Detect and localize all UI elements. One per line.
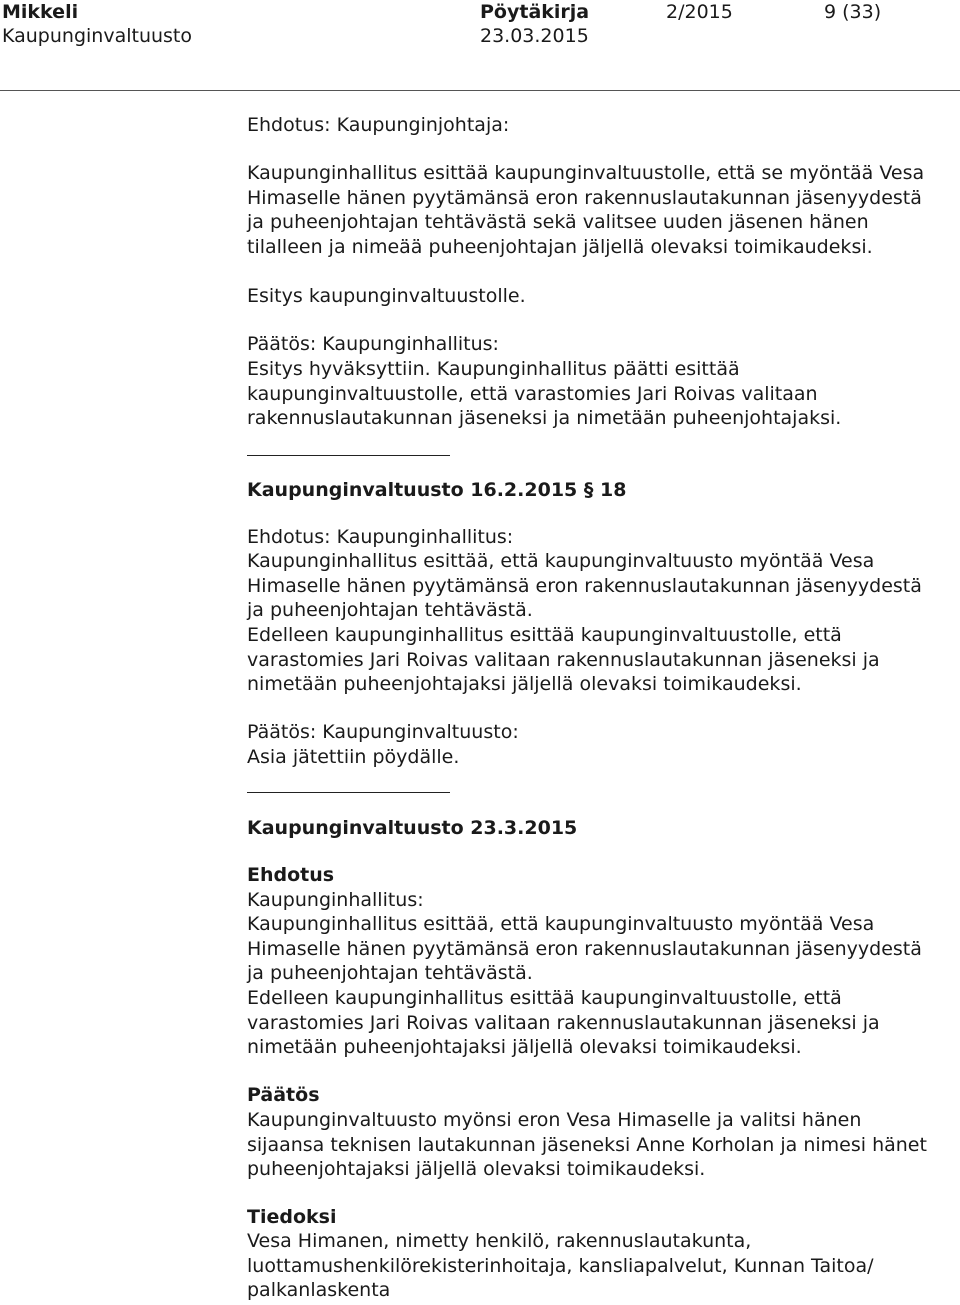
section2-decision-heading: Päätös: Kaupunginvaltuusto: — [247, 721, 519, 743]
section3-notify-label: Tiedoksi — [247, 1206, 337, 1228]
page-header — [0, 0, 960, 92]
separator-line — [247, 792, 450, 793]
section2-proposal-text-1: Kaupunginhallitus esittää, että kaupunginvaltuusto myöntää Vesa Himaselle hänen pyytämänsä eron rakennuslautakunnan jäsenyydestä ja puheenjohtajan tehtävästä. — [247, 550, 922, 621]
section2-heading: Kaupunginvaltuusto 16.2.2015 § 18 — [247, 479, 627, 501]
section3-decision-label: Päätös — [247, 1084, 320, 1106]
minutes-number: 2/2015 — [666, 1, 733, 23]
section2-decision-text: Asia jätettiin pöydälle. — [247, 746, 460, 768]
header-divider — [0, 90, 960, 91]
municipality-name: Mikkeli — [2, 1, 79, 23]
meeting-date: 23.03.2015 — [480, 25, 589, 47]
section1-proposal-tail: Esitys kaupunginvaltuustolle. — [247, 285, 526, 307]
page-number: 9 (33) — [824, 1, 882, 23]
body-name: Kaupunginvaltuusto — [2, 25, 193, 47]
section3-decision-text: Kaupunginvaltuusto myönsi eron Vesa Himaselle ja valitsi hänen sijaansa teknisen lautakunnan jäseneksi Anne Korholan ja nimesi hänet puheenjohtajaksi jäljellä olevaksi toimikaudeksi. — [247, 1109, 927, 1180]
separator-line — [247, 455, 450, 456]
section3-heading: Kaupunginvaltuusto 23.3.2015 — [247, 817, 578, 839]
section2-proposal-heading: Ehdotus: Kaupunginhallitus: — [247, 526, 514, 548]
section3-proposal-text-1: Kaupunginhallitus esittää, että kaupunginvaltuusto myöntää Vesa Himaselle hänen pyytämänsä eron rakennuslautakunnan jäsenyydestä ja puheenjohtajan tehtävästä. — [247, 913, 922, 984]
section2-proposal-text-2: Edelleen kaupunginhallitus esittää kaupunginvaltuustolle, että varastomies Jari Roivas valitaan rakennuslautakunnan jäseneksi ja nimetään puheenjohtajaksi jäljellä olevaksi toimikaudeksi. — [247, 624, 880, 695]
section1-proposal-heading: Ehdotus: Kaupunginjohtaja: — [247, 114, 510, 136]
document-type: Pöytäkirja — [480, 1, 590, 23]
section1-decision-heading: Päätös: Kaupunginhallitus: — [247, 333, 499, 355]
section3-proposal-label: Ehdotus — [247, 864, 335, 886]
section1-decision-text: Esitys hyväksyttiin. Kaupunginhallitus päätti esittää kaupunginvaltuustolle, että varastomies Jari Roivas valitaan rakennuslautakunnan jäseneksi ja nimetään puheenjohtajaksi. — [247, 358, 842, 429]
section3-proposal-text-2: Edelleen kaupunginhallitus esittää kaupunginvaltuustolle, että varastomies Jari Roivas valitaan rakennuslautakunnan jäseneksi ja nimetään puheenjohtajaksi jäljellä olevaksi toimikaudeksi. — [247, 987, 880, 1058]
section3-notify-text: Vesa Himanen, nimetty henkilö, rakennuslautakunta, luottamushenkilörekisterinhoitaja, kansliapalvelut, Kunnan Taitoa/ palkanlaskenta — [247, 1230, 874, 1301]
section3-proposal-by: Kaupunginhallitus: — [247, 889, 424, 911]
section1-proposal-text: Kaupunginhallitus esittää kaupunginvaltuustolle, että se myöntää Vesa Himaselle hänen pyytämänsä eron rakennuslautakunnan jäsenyydestä ja puheenjohtajan tehtävästä sekä valitsee uuden jäsenen hänen tilalleen ja nimeää puheenjohtajan jäljellä olevaksi toimikaudeksi. — [247, 162, 925, 258]
